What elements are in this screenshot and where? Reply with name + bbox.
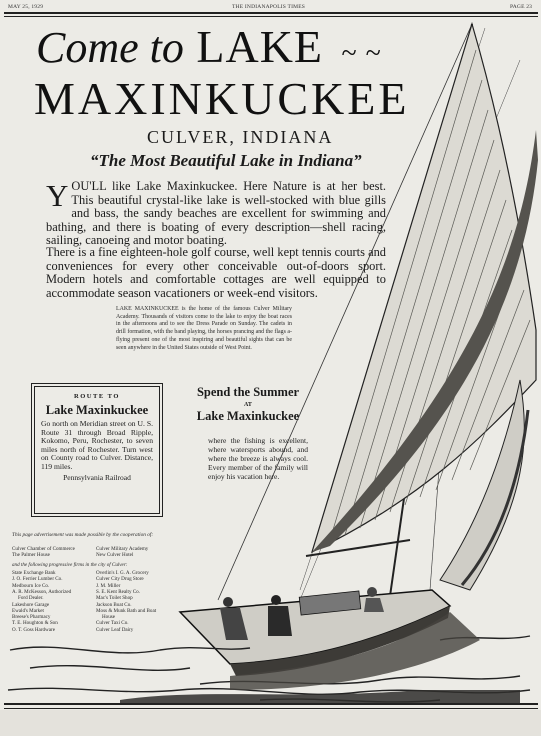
masthead-page: PAGE 23 xyxy=(510,4,533,10)
spend-line1: Spend the Summer xyxy=(196,385,300,399)
sponsor-left-2: Medbourn Ice Co. xyxy=(12,582,50,589)
sponsor-left-9: O. T. Goss Hardware xyxy=(12,626,55,633)
sponsor-right-3: S. E. Kent Realty Co. xyxy=(96,588,141,595)
bottom-rule-thin xyxy=(4,708,538,709)
sponsor-right-9: Culver Leaf Dairy xyxy=(96,626,134,633)
sponsor-right-4: Mac's Toilet Shop xyxy=(96,595,133,602)
headline-tagline: “The Most Beautiful Lake in Indiana” xyxy=(90,151,362,170)
sponsor-firms-intro: and the following progressive firms in the city of Culver: xyxy=(12,562,128,568)
sponsor-right-6: Moss & Munk Bath and Boat xyxy=(96,607,157,614)
sponsor-left-6: Ewald's Market xyxy=(12,607,44,614)
sponsor-top-right-1: New Culver Hotel xyxy=(96,552,134,558)
body-paragraph-2: There is a fine eighteen-hole golf course, well kept tennis courts and conveniences for every other conceivable out-of-doors sport. Modern hotels and comfortable cottages are well equipped to accommodate season vacationers or week-end visitors. xyxy=(46,245,386,300)
headline-tilde: ~ ~ xyxy=(341,38,382,69)
academy-note: LAKE MAXINKUCKEE is the home of the famous Culver Military Academy. Thousands of visitors come to the lake to enjoy the boat races in the afternoons and to see the Dress Parade on Sunday. The cadets in drill formation, with the band playing, the horses prancing and the flags a-flying present one of the most inspiring and beautiful sights that can be seen anywhere in the United States outside of West Point. xyxy=(116,306,292,351)
headline-location: CULVER, INDIANA xyxy=(147,127,334,147)
headline-line1 xyxy=(36,21,382,77)
drop-cap: Y xyxy=(46,178,69,213)
bottom-rule xyxy=(4,703,538,705)
sponsor-right-1: Culver City Drug Store xyxy=(96,576,144,583)
body-text-1: OU'LL like Lake Maxinkuckee. Here Nature is at her best. This beautiful crystal-like lake is well-stocked with blue gills and bass, the sandy beaches are excellent for swimming and bathing, and there is boating of every description—shell racing, sailing, canoeing and motor boating. xyxy=(46,179,386,248)
sponsor-left-0: State Exchange Bank xyxy=(12,570,56,576)
sponsor-left-3: A. R. McKesson, Authorized xyxy=(12,588,72,595)
sponsor-right-0: Overlin's I. G. A. Grocery xyxy=(96,570,149,576)
headline-maxinkuckee: MAXINKUCKEE xyxy=(34,73,410,124)
sponsor-left-5: Lakeshore Garage xyxy=(12,601,50,608)
sponsor-top-right-0: Culver Military Academy xyxy=(96,546,149,552)
spend-line3: Lake Maxinkuckee xyxy=(196,409,300,423)
sponsor-left-8: T. E. Houghton & Son xyxy=(12,620,58,627)
route-title: Lake Maxinkuckee xyxy=(45,403,149,417)
sponsor-right-2: J. M. Miller xyxy=(96,582,121,589)
sponsor-left-4: Ford Dealer. xyxy=(18,595,44,602)
sponsor-right-5: Jackson Boat Co. xyxy=(96,601,132,608)
headline-lake: LAKE xyxy=(196,21,324,72)
route-box xyxy=(34,386,160,514)
sponsor-intro: This page advertisement was made possible by the cooperation of: xyxy=(12,532,154,538)
sponsor-top-left-1: The Palmer House xyxy=(12,552,50,558)
masthead-date: MAY 25, 1929 xyxy=(8,4,44,10)
sponsor-left-7: Breese's Pharmacy xyxy=(12,614,51,621)
spend-at: AT xyxy=(244,402,252,408)
route-rail: Pennsylvania Railroad xyxy=(63,473,131,482)
route-heading: ROUTE TO xyxy=(74,393,120,400)
sponsor-top-left-0: Culver Chamber of Commerce xyxy=(12,546,75,552)
route-directions: Go north on Meridian street on U. S. Route 31 through Broad Ripple, Kokomo, Peru, Rochester, to seven miles north of Rochester. Turn west on County road to Culver. Distance, 119 miles. xyxy=(41,419,153,471)
masthead-paper: THE INDIANAPOLIS TIMES xyxy=(232,4,306,10)
sponsor-right-8: Culver Taxi Co. xyxy=(96,620,129,627)
sponsor-left-1: J. O. Ferrier Lumber Co. xyxy=(12,576,63,583)
page-footer xyxy=(0,710,541,736)
sponsor-right-7: House xyxy=(102,614,116,621)
spend-summer-block xyxy=(186,385,310,424)
spend-description: where the fishing is excellent, where watersports abound, and where the breeze is always cool. Every member of the family will enjoy his vacation here. xyxy=(208,436,308,481)
headline-script: Come to xyxy=(36,23,184,72)
body-paragraph-1 xyxy=(46,180,386,248)
